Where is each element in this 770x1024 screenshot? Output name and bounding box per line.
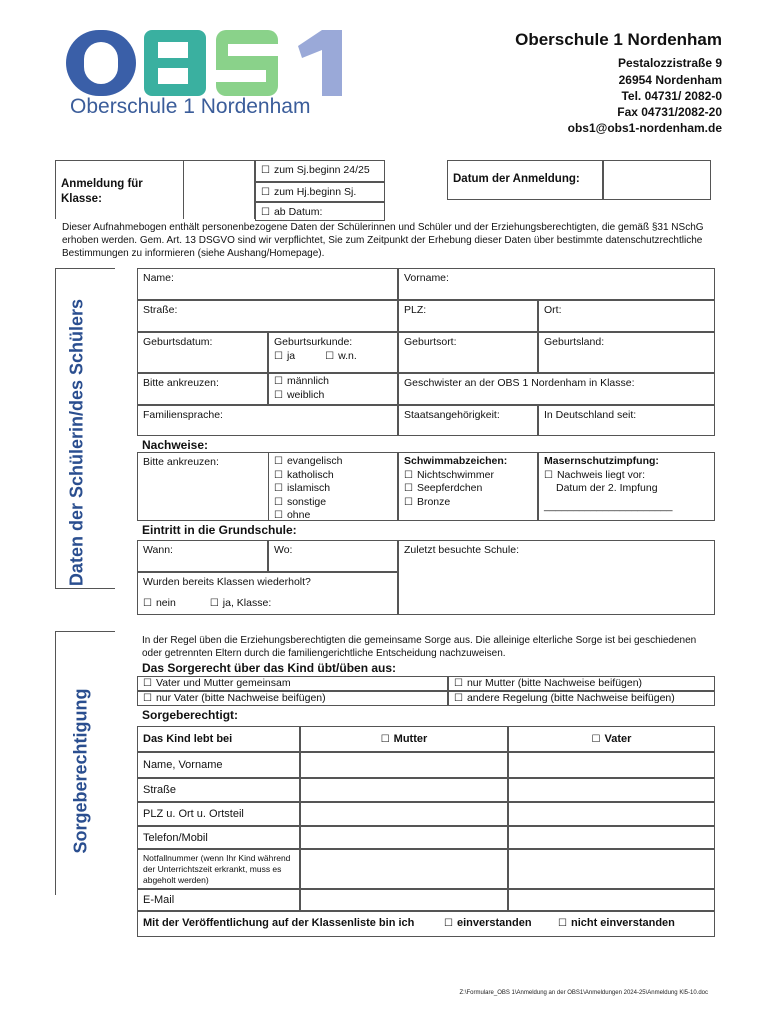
geschlecht-options (268, 373, 398, 405)
option-sj-beginn[interactable]: ☐ zum Sj.beginn 24/25 (255, 160, 385, 182)
schwimm-options (398, 452, 538, 521)
geschlecht-label: Bitte ankreuzen: (137, 373, 268, 405)
mutter-telefon-field[interactable] (300, 826, 508, 849)
anmeldung-label: Anmeldung für Klasse: (61, 178, 143, 205)
lebt-bei-vater-checkbox[interactable]: ☐ Vater (508, 726, 715, 752)
wann-field[interactable]: Wann: (137, 540, 268, 572)
row-label-strasse: Straße (137, 778, 300, 802)
masern-datum-label: Datum der 2. Impfung (556, 482, 658, 494)
klasse-field[interactable] (183, 160, 255, 219)
row-label-plz-ort: PLZ u. Ort u. Ortsteil (137, 802, 300, 826)
datum-field[interactable] (603, 160, 711, 200)
anmeldung-label-cell (55, 160, 183, 219)
vater-strasse-field[interactable] (508, 778, 715, 802)
sorge-andere[interactable]: ☐ andere Regelung (bitte Nachweise beifügen) (448, 691, 715, 706)
mutter-plz-field[interactable] (300, 802, 508, 826)
plz-field[interactable]: PLZ: (398, 300, 538, 332)
nicht-einverstanden-checkbox[interactable]: ☐ nicht einverstanden (558, 917, 675, 931)
school-street: Pestalozzistraße 9 (617, 56, 722, 70)
schwimm-title: Schwimmabzeichen: (404, 455, 508, 467)
side-label-sorge: Sorgeberechtigung (70, 688, 91, 854)
geburtsland-field[interactable]: Geburtsland: (538, 332, 715, 373)
vater-email-field[interactable] (508, 889, 715, 911)
mutter-name-field[interactable] (300, 752, 508, 778)
geburtsort-field[interactable]: Geburtsort: (398, 332, 538, 373)
schwimm-bronze[interactable]: ☐ Bronze (404, 496, 532, 510)
sorge-nur-vater[interactable]: ☐ nur Vater (bitte Nachweise beifügen) (137, 691, 448, 706)
kind-lebt-bei: Das Kind lebt bei (137, 726, 300, 752)
row-label-name: Name, Vorname (137, 752, 300, 778)
mutter-email-field[interactable] (300, 889, 508, 911)
religion-evangelisch[interactable]: ☐ evangelisch (274, 455, 392, 469)
side-label-student: Daten der Schülerin/des Schülers (66, 298, 87, 587)
familiensprache-field[interactable]: Familiensprache: (137, 405, 398, 436)
masern-title: Masernschutzimpfung: (544, 455, 659, 467)
school-tel: Tel. 04731/ 2082-0 (621, 89, 722, 103)
deutschland-seit-field[interactable]: In Deutschland seit: (538, 405, 715, 436)
religion-islamisch[interactable]: ☐ islamisch (274, 482, 392, 496)
veroeffentlichung-row (137, 911, 715, 937)
row-label-telefon: Telefon/Mobil (137, 826, 300, 849)
intro-text: Dieser Aufnahmebogen enthält personenbezogene Daten der Schülerinnen und Schüler und der Erziehungsberechtigten, die gemäß §31 NSchG erhoben werden. Gem. Art. 13 DSGVO sind wir verpflichtet, Sie zum Zeitpunkt der Erhebung dieser Daten über bestimmte datenschutzrechtliche Bestimmungen zu informieren (siehe Aushang/Homepage). (62, 222, 704, 259)
religion-options (268, 452, 398, 521)
school-city: 26954 Nordenham (618, 73, 722, 87)
vorname-field[interactable]: Vorname: (398, 268, 715, 300)
vater-telefon-field[interactable] (508, 826, 715, 849)
masern-nachweis-checkbox[interactable]: ☐ Nachweis liegt vor: (544, 469, 709, 483)
lebt-bei-mutter-checkbox[interactable]: ☐ Mutter (300, 726, 508, 752)
option-ab-datum[interactable]: ☐ ab Datum: (255, 202, 385, 221)
wn-checkbox[interactable]: ☐ w.n. (325, 350, 357, 362)
logo-subtitle: Oberschule 1 Nordenham (70, 95, 311, 118)
wiederholt-ja-checkbox[interactable]: ☐ ja, Klasse: (210, 597, 271, 609)
zuletzt-schule-field[interactable]: Zuletzt besuchte Schule: (398, 540, 715, 615)
school-email: obs1@obs1-nordenham.de (567, 121, 722, 135)
sorgeberechtigt-title: Sorgeberechtigt: (142, 708, 239, 722)
option-hj-beginn[interactable]: ☐ zum Hj.beginn Sj. (255, 182, 385, 202)
sorge-intro: In der Regel üben die Erziehungsberechtigten die gemeinsame Sorge aus. Die alleinige elterliche Sorge ist bei geschiedenen oder getrennten Eltern durch die familiengerichtliche Entscheidung nachzuweisen. (142, 635, 697, 659)
row-label-notfall: Notfallnummer (wenn Ihr Kind während der Unterrichtszeit erkrankt, muss es abgeholt werden) (137, 849, 300, 889)
vater-name-field[interactable] (508, 752, 715, 778)
strasse-field[interactable]: Straße: (137, 300, 398, 332)
staatsangehoerigkeit-field[interactable]: Staatsangehörigkeit: (398, 405, 538, 436)
sorge-nur-mutter[interactable]: ☐ nur Mutter (bitte Nachweise beifügen) (448, 676, 715, 691)
grundschule-title: Eintritt in die Grundschule: (142, 523, 297, 537)
ja-checkbox[interactable]: ☐ ja (274, 350, 295, 362)
geburtsdatum-field[interactable]: Geburtsdatum: (137, 332, 268, 373)
vater-notfall-field[interactable] (508, 849, 715, 889)
mutter-notfall-field[interactable] (300, 849, 508, 889)
geschwister-field[interactable]: Geschwister an der OBS 1 Nordenham in Klasse: (398, 373, 715, 405)
ort-field[interactable]: Ort: (538, 300, 715, 332)
maennlich-checkbox[interactable]: ☐ männlich (274, 375, 329, 387)
school-fax: Fax 04731/2082-20 (617, 105, 722, 119)
name-field[interactable]: Name: (137, 268, 398, 300)
wiederholt-nein-checkbox[interactable]: ☐ nein (143, 597, 176, 611)
geburtsurkunde-field: Geburtsurkunde: ☐ ja☐ w.n. (268, 332, 398, 373)
mutter-strasse-field[interactable] (300, 778, 508, 802)
datum-label: Datum der Anmeldung: (447, 160, 603, 200)
veroeffentlichung-label: Mit der Veröffentlichung auf der Klassenliste bin ich (143, 917, 415, 929)
schwimm-nichtschwimmer[interactable]: ☐ Nichtschwimmer (404, 469, 532, 483)
school-logo (66, 28, 366, 98)
sorge-beide[interactable]: ☐ Vater und Mutter gemeinsam (137, 676, 448, 691)
file-path-footer: Z:\Formulare_OBS 1\Anmeldung an der OBS1\Anmeldungen 2024-25\Anmeldung Kl5-10.doc (459, 990, 708, 996)
religion-katholisch[interactable]: ☐ katholisch (274, 469, 392, 483)
vater-plz-field[interactable] (508, 802, 715, 826)
sorge-title: Das Sorgerecht über das Kind übt/üben aus: (142, 661, 397, 675)
religion-ohne[interactable]: ☐ ohne (274, 509, 392, 521)
school-name: Oberschule 1 Nordenham (515, 30, 722, 49)
weiblich-checkbox[interactable]: ☐ weiblich (274, 389, 324, 401)
row-label-email: E-Mail (137, 889, 300, 911)
schwimm-seepferdchen[interactable]: ☐ Seepferdchen (404, 482, 532, 496)
wiederholt-field: Wurden bereits Klassen wiederholt? ☐ nein☐ ja, Klasse: (137, 572, 398, 615)
nachweise-title: Nachweise: (142, 438, 209, 452)
religion-sonstige[interactable]: ☐ sonstige (274, 496, 392, 510)
wo-field[interactable]: Wo: (268, 540, 398, 572)
nachweise-label: Bitte ankreuzen: (137, 452, 268, 521)
einverstanden-checkbox[interactable]: ☐ einverstanden (444, 917, 532, 931)
masern-datum-line[interactable]: ______________________ (544, 499, 673, 512)
masern-options (538, 452, 715, 521)
